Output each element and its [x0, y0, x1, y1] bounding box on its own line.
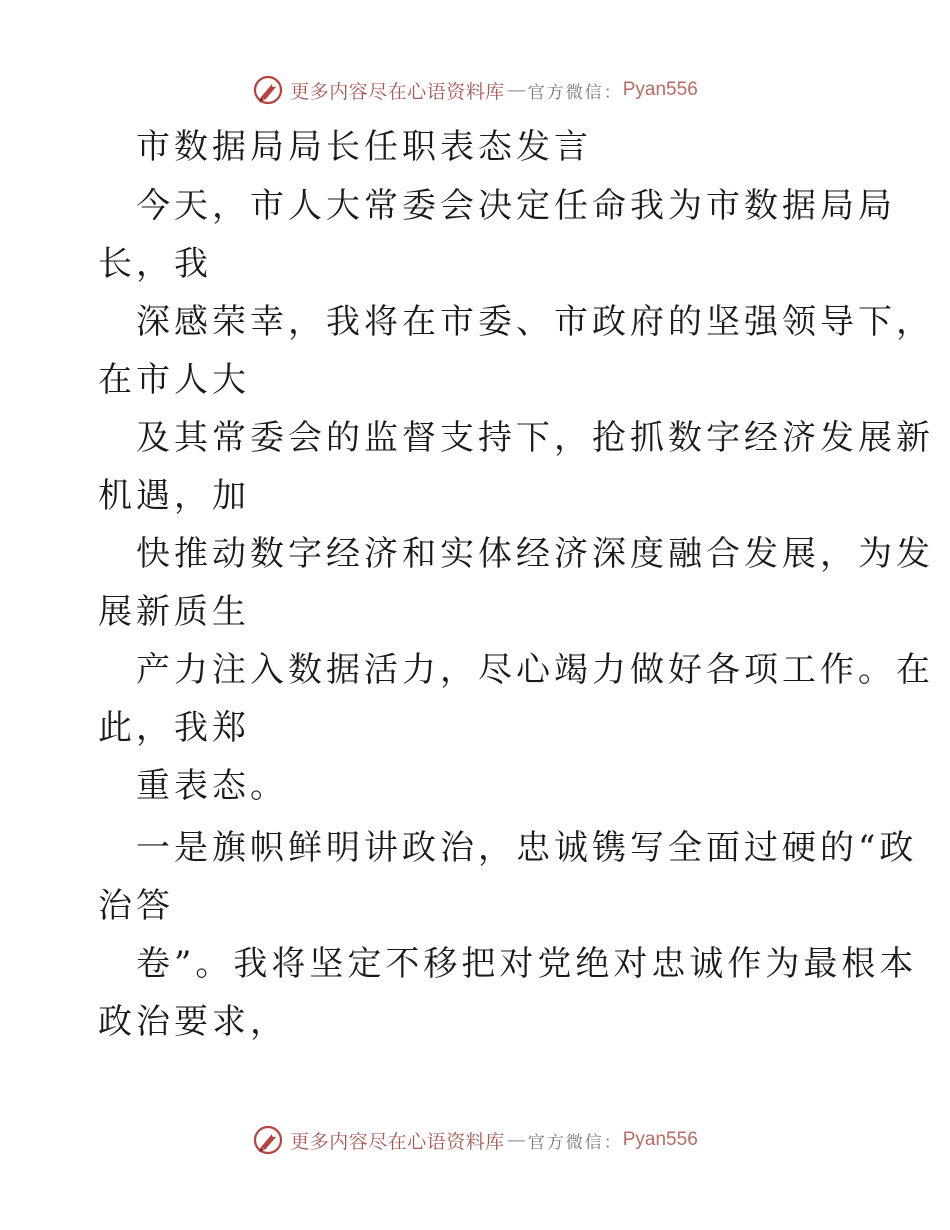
text-line: 一是旗帜鲜明讲政治，忠诚镌写全面过硬的“政	[136, 828, 918, 868]
text-line: 此，我郑	[98, 708, 250, 748]
document-title: 市数据局局长任职表态发言	[136, 127, 592, 167]
text-line: 机遇，加	[98, 476, 250, 516]
text-line: 深感荣幸，我将在市委、市政府的坚强领导下，	[136, 302, 934, 342]
text-line: 产力注入数据活力，尽心竭力做好各项工作。在	[136, 650, 934, 690]
banner-separator: —	[506, 1129, 526, 1151]
text-line: 及其常委会的监督支持下，抢抓数字经济发展新	[136, 418, 934, 458]
text-line: 治答	[98, 886, 174, 926]
pen-logo-icon	[252, 1124, 284, 1156]
banner-separator: —	[506, 79, 526, 101]
text-line: 政治要求，	[98, 1002, 288, 1042]
banner-label: 官方微信：	[527, 82, 623, 103]
text-line: 卷”。我将坚定不移把对党绝对忠诚作为最根本	[136, 944, 918, 984]
text-line: 重表态。	[136, 766, 288, 806]
text-line: 展新质生	[98, 592, 250, 632]
pen-logo-icon	[252, 74, 284, 106]
text-line: 在市人大	[98, 360, 250, 400]
text-line: 长，我	[98, 244, 212, 284]
text-line: 快推动数字经济和实体经济深度融合发展，为发	[136, 534, 934, 574]
wechat-id: Pyan556	[622, 79, 698, 100]
banner-text: 更多内容尽在心语资料库	[290, 80, 505, 103]
text-line: 今天，市人大常委会决定任命我为市数据局局	[136, 186, 896, 226]
header-banner	[0, 70, 950, 110]
banner-label: 官方微信：	[527, 1132, 623, 1153]
banner-text: 更多内容尽在心语资料库	[290, 1130, 505, 1153]
footer-banner	[0, 1120, 950, 1160]
wechat-id: Pyan556	[622, 1129, 698, 1150]
